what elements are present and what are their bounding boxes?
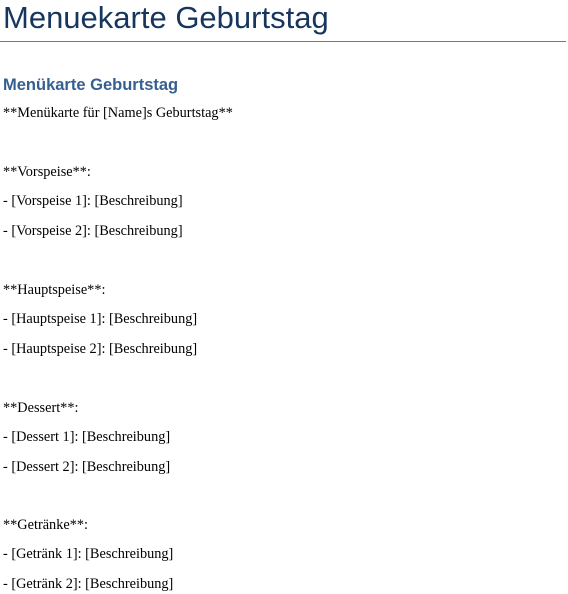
document-title: Menuekarte Geburtstag: [3, 0, 329, 35]
title-underline-rule: [0, 41, 566, 42]
list-item: - [Hauptspeise 1]: [Beschreibung]: [3, 311, 198, 327]
list-item: - [Getränk 2]: [Beschreibung]: [3, 576, 174, 592]
list-item: - [Vorspeise 2]: [Beschreibung]: [3, 223, 183, 239]
list-item: - [Hauptspeise 2]: [Beschreibung]: [3, 341, 198, 357]
section-title-vorspeise: **Vorspeise**:: [3, 164, 91, 180]
list-item: - [Dessert 1]: [Beschreibung]: [3, 429, 171, 445]
intro-line: **Menükarte für [Name]s Geburtstag**: [3, 105, 233, 121]
section-title-hauptspeise: **Hauptspeise**:: [3, 282, 106, 298]
menu-heading: Menükarte Geburtstag: [3, 76, 179, 94]
section-title-dessert: **Dessert**:: [3, 400, 79, 416]
list-item: - [Vorspeise 1]: [Beschreibung]: [3, 193, 183, 209]
list-item: - [Dessert 2]: [Beschreibung]: [3, 459, 171, 475]
list-item: - [Getränk 1]: [Beschreibung]: [3, 546, 174, 562]
section-title-getraenke: **Getränke**:: [3, 517, 88, 533]
